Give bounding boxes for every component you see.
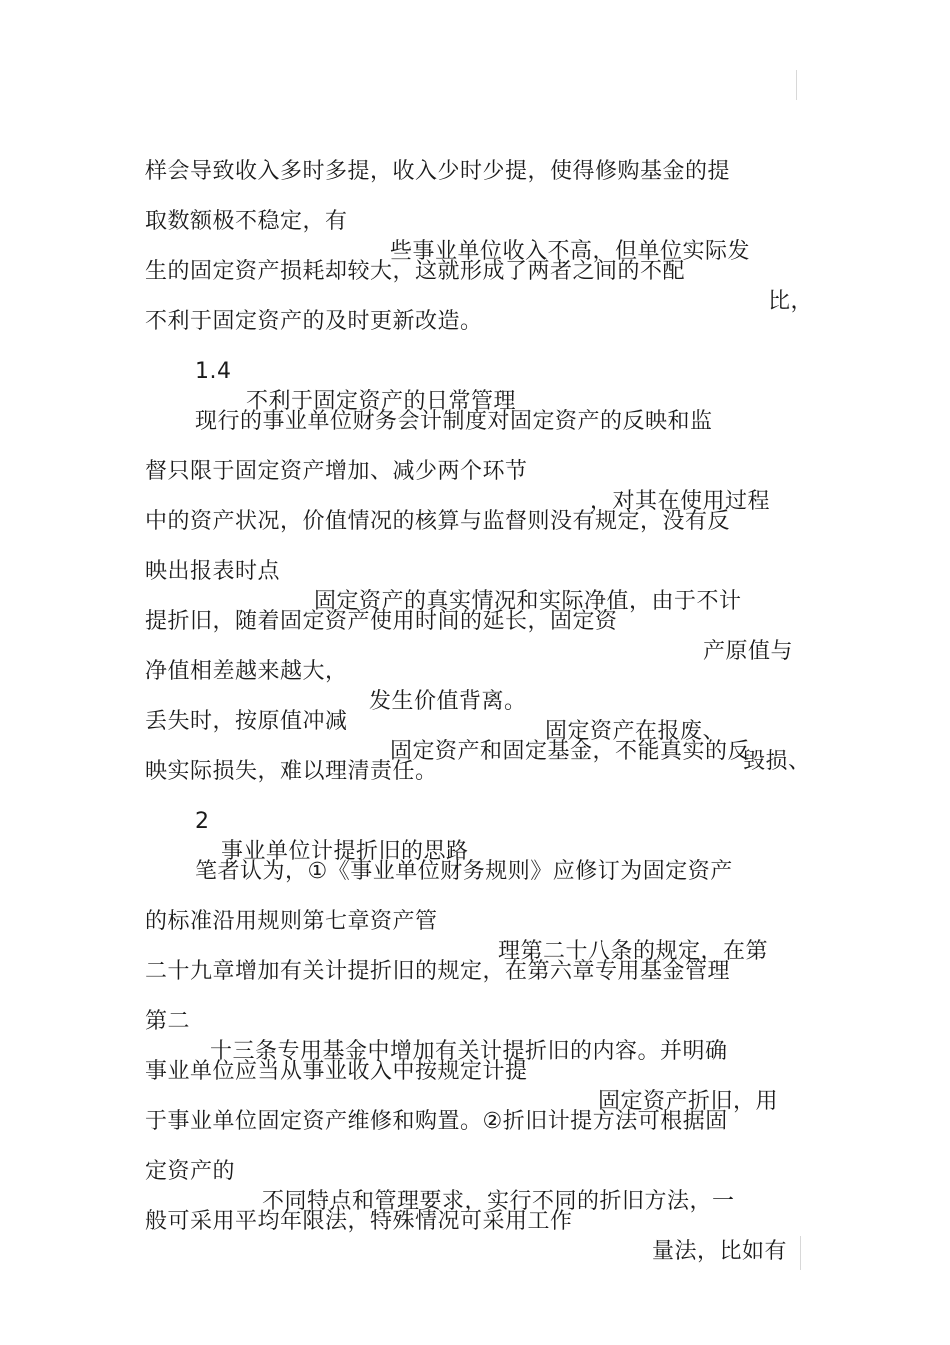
text-segment: 发生价值背离。 xyxy=(369,689,527,714)
top-right-crop-mark xyxy=(796,70,797,100)
text-segment: 事业单位应当从事业收入中按规定计提 xyxy=(145,1059,528,1084)
text-segment: 些事业单位收入不高，但单位实际发 xyxy=(390,239,751,264)
text-segment: 中的资产状况，价值情况的核算与监督则没有规定，没有反 xyxy=(145,509,731,534)
text-segment: 于事业单位固定资产维修和购置。②折旧计提方法可根据固 xyxy=(145,1109,728,1134)
text-segment: 笔者认为，①《事业单位财务规则》应修订为固定资产 xyxy=(195,859,733,884)
text-segment: 固定资产折旧，用 xyxy=(598,1089,779,1114)
text-segment: 提折旧，随着固定资产使用时间的延长，固定资 xyxy=(145,609,618,634)
text-segment: 映实际损失，难以理清责任。 xyxy=(145,759,438,784)
text-segment: 量法，比如有 xyxy=(652,1239,788,1264)
text-segment: 现行的事业单位财务会计制度对固定资产的反映和监 xyxy=(195,409,713,434)
text-segment: 固定资产在报废、 xyxy=(545,719,726,744)
section-number: 1.4 xyxy=(195,359,232,384)
text-segment: 理第二十八条的规定，在第 xyxy=(498,939,769,964)
text-segment: 生的固定资产损耗却较大，这就形成了两者之间的不配 xyxy=(145,259,686,284)
text-segment: 固定资产的真实情况和实际净值，由于不计 xyxy=(314,589,742,614)
text-segment: 的标准沿用规则第七章资产管 xyxy=(145,909,438,934)
text-segment: 督只限于固定资产增加、减少两个环节 xyxy=(145,459,528,484)
text-segment: 比， xyxy=(768,289,814,314)
text-segment: 不利于固定资产的及时更新改造。 xyxy=(145,309,483,334)
text-segment: ，对其在使用过程 xyxy=(590,489,771,514)
text-segment: 第二 xyxy=(145,1009,191,1034)
section-title: 不利于固定资产的日常管理 xyxy=(246,389,517,414)
text-segment: 十三条专用基金中增加有关计提折旧的内容。并明确 xyxy=(210,1039,728,1064)
text-segment: 二十九章增加有关计提折旧的规定，在第六章专用基金管理 xyxy=(145,959,731,984)
text-segment: 样会导致收入多时多提，收入少时少提，使得修购基金的提 xyxy=(145,159,731,184)
text-segment: 毁损、 xyxy=(743,749,811,774)
section-number: 2 xyxy=(195,809,210,834)
bottom-right-crop-mark xyxy=(800,1236,801,1270)
text-segment: 不同特点和管理要求，实行不同的折旧方法，一 xyxy=(262,1189,735,1214)
text-segment: 取数额极不稳定，有 xyxy=(145,209,348,234)
text-segment: 丢失时，按原值冲减 xyxy=(145,709,348,734)
text-segment: 净值相差越来越大， xyxy=(145,659,348,684)
text-segment: 产原值与 xyxy=(703,639,794,664)
text-segment: 般可采用平均年限法，特殊情况可采用工作 xyxy=(145,1209,573,1234)
text-segment: 固定资产和固定基金，不能真实的反 xyxy=(390,739,751,764)
text-segment: 定资产的 xyxy=(145,1159,236,1184)
text-segment: 映出报表时点 xyxy=(145,559,281,584)
section-title: 事业单位计提折旧的思路 xyxy=(221,839,469,864)
